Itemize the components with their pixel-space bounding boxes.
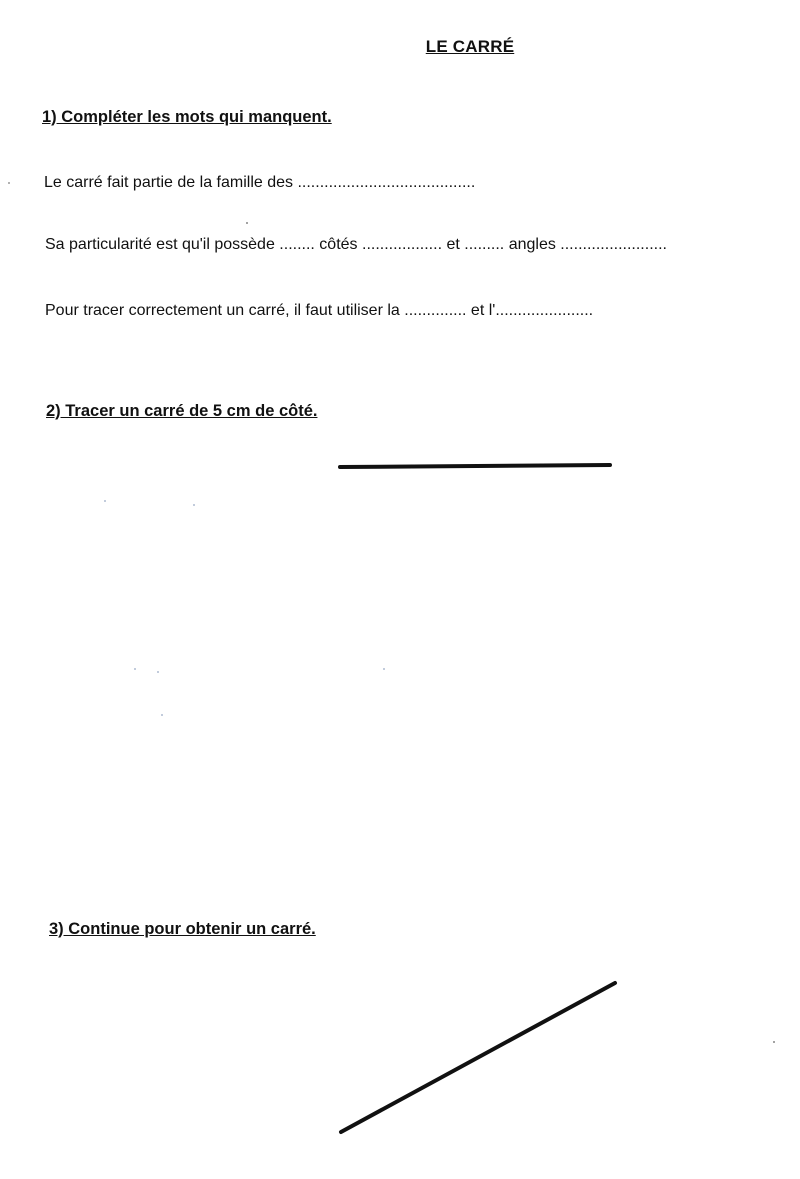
- section-1-heading: 1) Compléter les mots qui manquent.: [42, 108, 332, 126]
- scan-speck: [134, 668, 136, 670]
- square-side-segment-horizontal: [340, 465, 610, 467]
- fill-in-line-1: Le carré fait partie de la famille des ........................................: [44, 174, 476, 191]
- section-3-heading: 3) Continue pour obtenir un carré.: [49, 920, 316, 938]
- scan-speck: [193, 504, 195, 506]
- fill-in-line-3: Pour tracer correctement un carré, il faut utiliser la .............. et l'......................: [45, 302, 594, 319]
- section-2-heading: 2) Tracer un carré de 5 cm de côté.: [46, 402, 318, 420]
- scan-speck: [8, 182, 10, 184]
- scan-speck: [157, 671, 159, 673]
- scan-speck: [104, 500, 106, 502]
- page-title: LE CARRÉ: [425, 37, 515, 56]
- square-side-segment-diagonal: [341, 983, 615, 1132]
- scan-speck: [246, 222, 248, 224]
- fill-in-line-2: Sa particularité est qu'il possède ........ côtés .................. et ......... angles ........................: [45, 236, 667, 253]
- scan-speck: [383, 668, 385, 670]
- scan-speck: [161, 714, 163, 716]
- scan-speck: [773, 1041, 775, 1043]
